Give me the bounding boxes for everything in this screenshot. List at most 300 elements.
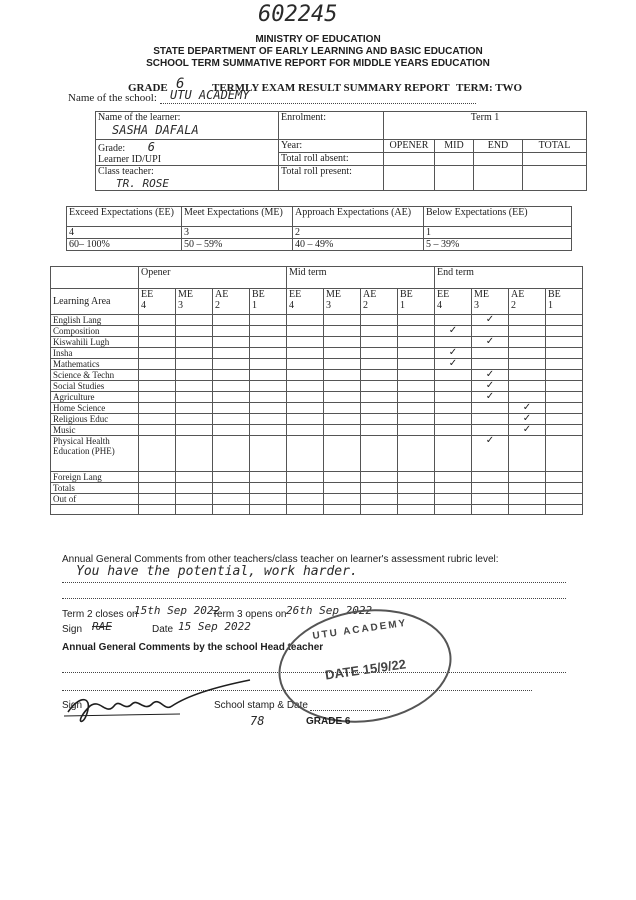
score-cell [472,348,509,359]
level-number: 4 [289,300,294,311]
level-number: 4 [437,300,442,311]
score-cell [176,483,213,494]
learner-info-table [95,111,587,191]
score-cell [546,392,583,403]
score-cell [361,315,398,326]
score-cell [398,505,435,515]
score-cell [472,483,509,494]
level-number: 2 [363,300,368,311]
level-number: 3 [178,300,183,311]
score-cell [398,315,435,326]
level-header [250,289,287,315]
expectation-me-range: 50 – 59% [182,239,293,251]
score-cell [509,505,546,515]
score-cell [361,483,398,494]
learning-area: Composition [51,326,139,337]
score-cell [213,359,250,370]
score-cell [139,436,176,472]
score-cell [287,337,324,348]
sign-label: Sign [62,624,83,635]
level-header [361,289,398,315]
term2-closes-label: Term 2 closes on [62,609,138,620]
score-cell [546,315,583,326]
level-code: EE [141,289,154,300]
table-row [51,381,583,392]
table-row [51,348,583,359]
learning-area: Kiswahili Lugh [51,337,139,348]
score-cell [398,326,435,337]
score-cell [324,392,361,403]
stamp-school-name: UTU ACADEMY [311,617,408,642]
score-cell [213,414,250,425]
col-mid: MID [435,140,474,153]
score-cell [139,403,176,414]
score-cell [435,315,472,326]
col-total: TOTAL [523,140,587,153]
score-cell [509,392,546,403]
level-code: AE [511,289,525,300]
score-cell [435,436,472,472]
score-cell [361,414,398,425]
learning-area: Foreign Lang [51,472,139,483]
expectation-ee-score: 4 [67,227,182,239]
score-cell [546,403,583,414]
score-cell [324,505,361,515]
score-cell [361,381,398,392]
level-number: 1 [400,300,405,311]
teachers-comment-label: Annual General Comments from other teachers/class teacher on learner's assessment rubric level: [62,554,499,565]
score-cell [213,392,250,403]
score-cell [287,483,324,494]
score-cell [546,370,583,381]
page-number: 78 [250,714,265,728]
serial-number: 602245 [258,2,338,27]
score-cell [324,348,361,359]
expectation-be-label: Below Expectations (EE) [424,207,572,227]
term3-opens-label: Term 3 opens on [212,609,287,620]
score-cell [398,436,435,472]
header-ministry: MINISTRY OF EDUCATION [255,34,381,45]
score-cell [250,315,287,326]
sign-value: RAE [92,620,112,633]
score-cell [435,483,472,494]
score-cell [287,359,324,370]
score-cell [287,370,324,381]
score-cell [398,370,435,381]
learner-grade-value: 6 [147,140,155,154]
score-cell [472,505,509,515]
level-code: BE [252,289,265,300]
score-cell [213,348,250,359]
expectation-be-score: 1 [424,227,572,239]
score-cell [361,337,398,348]
score-cell [287,392,324,403]
table-row [51,505,583,515]
score-cell [546,359,583,370]
score-cell [213,315,250,326]
learner-grade-label: Grade: [98,143,126,154]
learning-area: Social Studies [51,381,139,392]
score-cell [509,483,546,494]
score-cell [213,505,250,515]
group-endterm: End term [435,267,583,289]
level-code: EE [437,289,450,300]
level-header [213,289,250,315]
score-cell [398,392,435,403]
level-code: AE [215,289,229,300]
learning-area: Science & Techn [51,370,139,381]
comment-line-1 [62,582,566,583]
score-cell [435,505,472,515]
score-cell [287,326,324,337]
score-cell [361,370,398,381]
learner-grade-cell [96,140,279,166]
comment-line-2 [62,598,566,599]
score-cell [176,414,213,425]
level-header [176,289,213,315]
school-value: UTU ACADEMY [170,88,250,102]
header-department: STATE DEPARTMENT OF EARLY LEARNING AND BASIC EDUCATION [153,46,483,57]
score-cell [176,370,213,381]
score-cell [509,359,546,370]
level-number: 4 [141,300,146,311]
level-number: 3 [474,300,479,311]
score-cell [213,403,250,414]
score-cell [250,326,287,337]
table-row [51,403,583,414]
score-cell [176,505,213,515]
learner-id-label: Learner ID/UPI [98,154,162,165]
score-cell [361,392,398,403]
roll-absent-label: Total roll absent: [279,153,384,166]
school-line [160,102,476,104]
table-row [51,370,583,381]
score-cell [472,472,509,483]
score-cell [287,381,324,392]
stamp-date: DATE 15/9/22 [324,656,407,683]
score-cell [250,483,287,494]
score-cell [398,381,435,392]
score-cell [546,348,583,359]
score-cell [287,403,324,414]
teachers-comment-value: You have the potential, work harder. [76,564,358,579]
expectation-ae-label: Approach Expectations (AE) [293,207,424,227]
score-cell [509,472,546,483]
score-cell [509,381,546,392]
table-row [51,483,583,494]
score-cell [324,403,361,414]
score-cell [361,494,398,505]
score-cell [509,337,546,348]
learning-area: Agriculture [51,392,139,403]
score-cell [213,326,250,337]
score-cell [287,414,324,425]
score-cell [213,337,250,348]
learning-area: Physical Health Education (PHE) [51,436,139,472]
score-cell [472,359,509,370]
enrolment-label: Enrolment: [279,112,384,140]
score-cell: ✓ [472,370,509,381]
score-cell [250,505,287,515]
score-cell [139,359,176,370]
table-row [51,494,583,505]
term3-opens-value: 26th Sep 2022 [286,604,373,617]
score-cell [250,359,287,370]
score-cell [213,472,250,483]
score-cell [472,494,509,505]
score-cell [546,494,583,505]
year-label: Year: [279,140,384,153]
score-cell [398,337,435,348]
score-cell: ✓ [472,381,509,392]
school-label: Name of the school: [68,92,157,104]
level-code: BE [400,289,413,300]
score-cell [250,472,287,483]
expectation-labels-row [67,207,572,227]
level-code: ME [326,289,341,300]
score-cell [324,472,361,483]
score-cell [139,348,176,359]
score-cell [139,337,176,348]
col-end: END [474,140,523,153]
score-cell [176,315,213,326]
score-cell [213,370,250,381]
score-cell: ✓ [435,359,472,370]
score-cell [250,494,287,505]
score-cell [472,326,509,337]
score-cell [435,381,472,392]
score-cell [250,414,287,425]
table-row [51,392,583,403]
expectation-ae-score: 2 [293,227,424,239]
score-cell: ✓ [435,326,472,337]
score-cell [287,348,324,359]
score-cell [213,381,250,392]
score-cell: ✓ [509,414,546,425]
school-stamp [271,598,459,733]
learning-area: Insha [51,348,139,359]
expectation-score-row [67,227,572,239]
term1-header: Term 1 [384,112,587,140]
score-cell [250,348,287,359]
level-header [509,289,546,315]
score-cell [324,326,361,337]
score-cell [546,337,583,348]
level-header [287,289,324,315]
score-cell [139,326,176,337]
score-cell [287,472,324,483]
expectation-me-score: 3 [182,227,293,239]
level-header [398,289,435,315]
level-header [324,289,361,315]
score-cell [139,425,176,436]
level-code: EE [289,289,302,300]
score-cell [546,436,583,472]
score-cell [398,425,435,436]
score-cell [250,337,287,348]
score-cell [176,348,213,359]
score-cell: ✓ [472,315,509,326]
score-cell [250,381,287,392]
learning-area: Totals [51,483,139,494]
level-code: BE [548,289,561,300]
head-sign-label: Sign [62,700,83,711]
expectation-be-range: 5 – 39% [424,239,572,251]
score-cell [435,392,472,403]
score-cell [250,436,287,472]
expectation-ae-range: 40 – 49% [293,239,424,251]
score-cell [398,472,435,483]
level-number: 1 [252,300,257,311]
score-cell [213,494,250,505]
score-cell [361,425,398,436]
score-cell [546,472,583,483]
score-cell [546,425,583,436]
score-cell [324,414,361,425]
score-cell [546,505,583,515]
score-cell [324,359,361,370]
level-number: 2 [215,300,220,311]
score-cell [361,403,398,414]
score-cell [139,505,176,515]
score-cell [250,403,287,414]
header-report-type: SCHOOL TERM SUMMATIVE REPORT FOR MIDDLE YEARS EDUCATION [146,58,490,69]
results-corner [51,267,139,289]
level-header [546,289,583,315]
score-cell: ✓ [435,348,472,359]
score-cell [324,494,361,505]
score-cell [324,425,361,436]
score-cell [546,483,583,494]
score-cell [361,359,398,370]
level-code: AE [363,289,377,300]
score-cell [176,381,213,392]
score-cell [472,414,509,425]
class-teacher-value: TR. ROSE [116,177,169,190]
score-cell [139,494,176,505]
score-cell [546,381,583,392]
table-row [51,414,583,425]
score-cell [398,348,435,359]
expectations-table [66,206,572,251]
score-cell [287,315,324,326]
score-cell [509,315,546,326]
learner-name-value: SASHA DAFALA [112,123,199,137]
score-cell [139,414,176,425]
score-cell [435,494,472,505]
class-teacher-cell [96,166,279,191]
learning-area: Home Science [51,403,139,414]
score-cell: ✓ [472,337,509,348]
score-cell [546,326,583,337]
learner-name-label: Name of the learner: [98,112,181,123]
score-cell [139,381,176,392]
group-midterm: Mid term [287,267,435,289]
level-code: ME [178,289,193,300]
score-cell [250,392,287,403]
date-label: Date [152,624,174,635]
score-cell [287,425,324,436]
score-cell [435,337,472,348]
score-cell [398,483,435,494]
score-cell [287,436,324,472]
score-cell [176,436,213,472]
report-title: TERMLY EXAM RESULT SUMMARY REPORT [212,82,450,94]
score-cell [139,315,176,326]
score-cell [435,370,472,381]
learning-area: Music [51,425,139,436]
learning-area: Out of [51,494,139,505]
level-number: 1 [548,300,553,311]
stamp-label: School stamp & Date [214,700,308,711]
score-cell [176,472,213,483]
score-cell: ✓ [509,403,546,414]
score-cell [176,494,213,505]
table-row [51,359,583,370]
score-cell: ✓ [509,425,546,436]
date-value: 15 Sep 2022 [178,620,251,633]
score-cell [361,436,398,472]
score-cell [176,337,213,348]
score-cell [213,436,250,472]
roll-present-label: Total roll present: [279,166,384,191]
score-cell [398,359,435,370]
grade-value: 6 [176,76,185,92]
score-cell [213,425,250,436]
expectation-ee-label: Exceed Expectations (EE) [67,207,182,227]
score-cell [139,370,176,381]
learning-area: Mathematics [51,359,139,370]
score-cell [361,472,398,483]
table-row [51,315,583,326]
score-cell [435,425,472,436]
score-cell [324,315,361,326]
learning-area [51,505,139,515]
table-row [51,472,583,483]
score-cell [324,436,361,472]
score-cell [139,483,176,494]
score-cell [472,425,509,436]
level-number: 2 [511,300,516,311]
col-opener: OPENER [384,140,435,153]
score-cell [398,414,435,425]
score-cell [139,472,176,483]
score-cell [324,337,361,348]
score-cell: ✓ [472,436,509,472]
score-cell [435,414,472,425]
level-number: 3 [326,300,331,311]
level-header [435,289,472,315]
results-table [50,266,583,515]
score-cell [250,370,287,381]
score-cell [435,403,472,414]
class-teacher-label: Class teacher: [98,166,154,177]
score-cell: ✓ [472,392,509,403]
score-cell [176,359,213,370]
expectation-me-label: Meet Expectations (ME) [182,207,293,227]
score-cell [361,348,398,359]
score-cell [287,505,324,515]
score-cell [435,472,472,483]
score-cell [324,381,361,392]
term2-closes-value: 15th Sep 2022 [134,604,221,617]
score-cell [472,403,509,414]
grade-label: GRADE [128,82,168,94]
score-cell [287,494,324,505]
learning-area: English Lang [51,315,139,326]
score-cell [546,414,583,425]
level-code: ME [474,289,489,300]
